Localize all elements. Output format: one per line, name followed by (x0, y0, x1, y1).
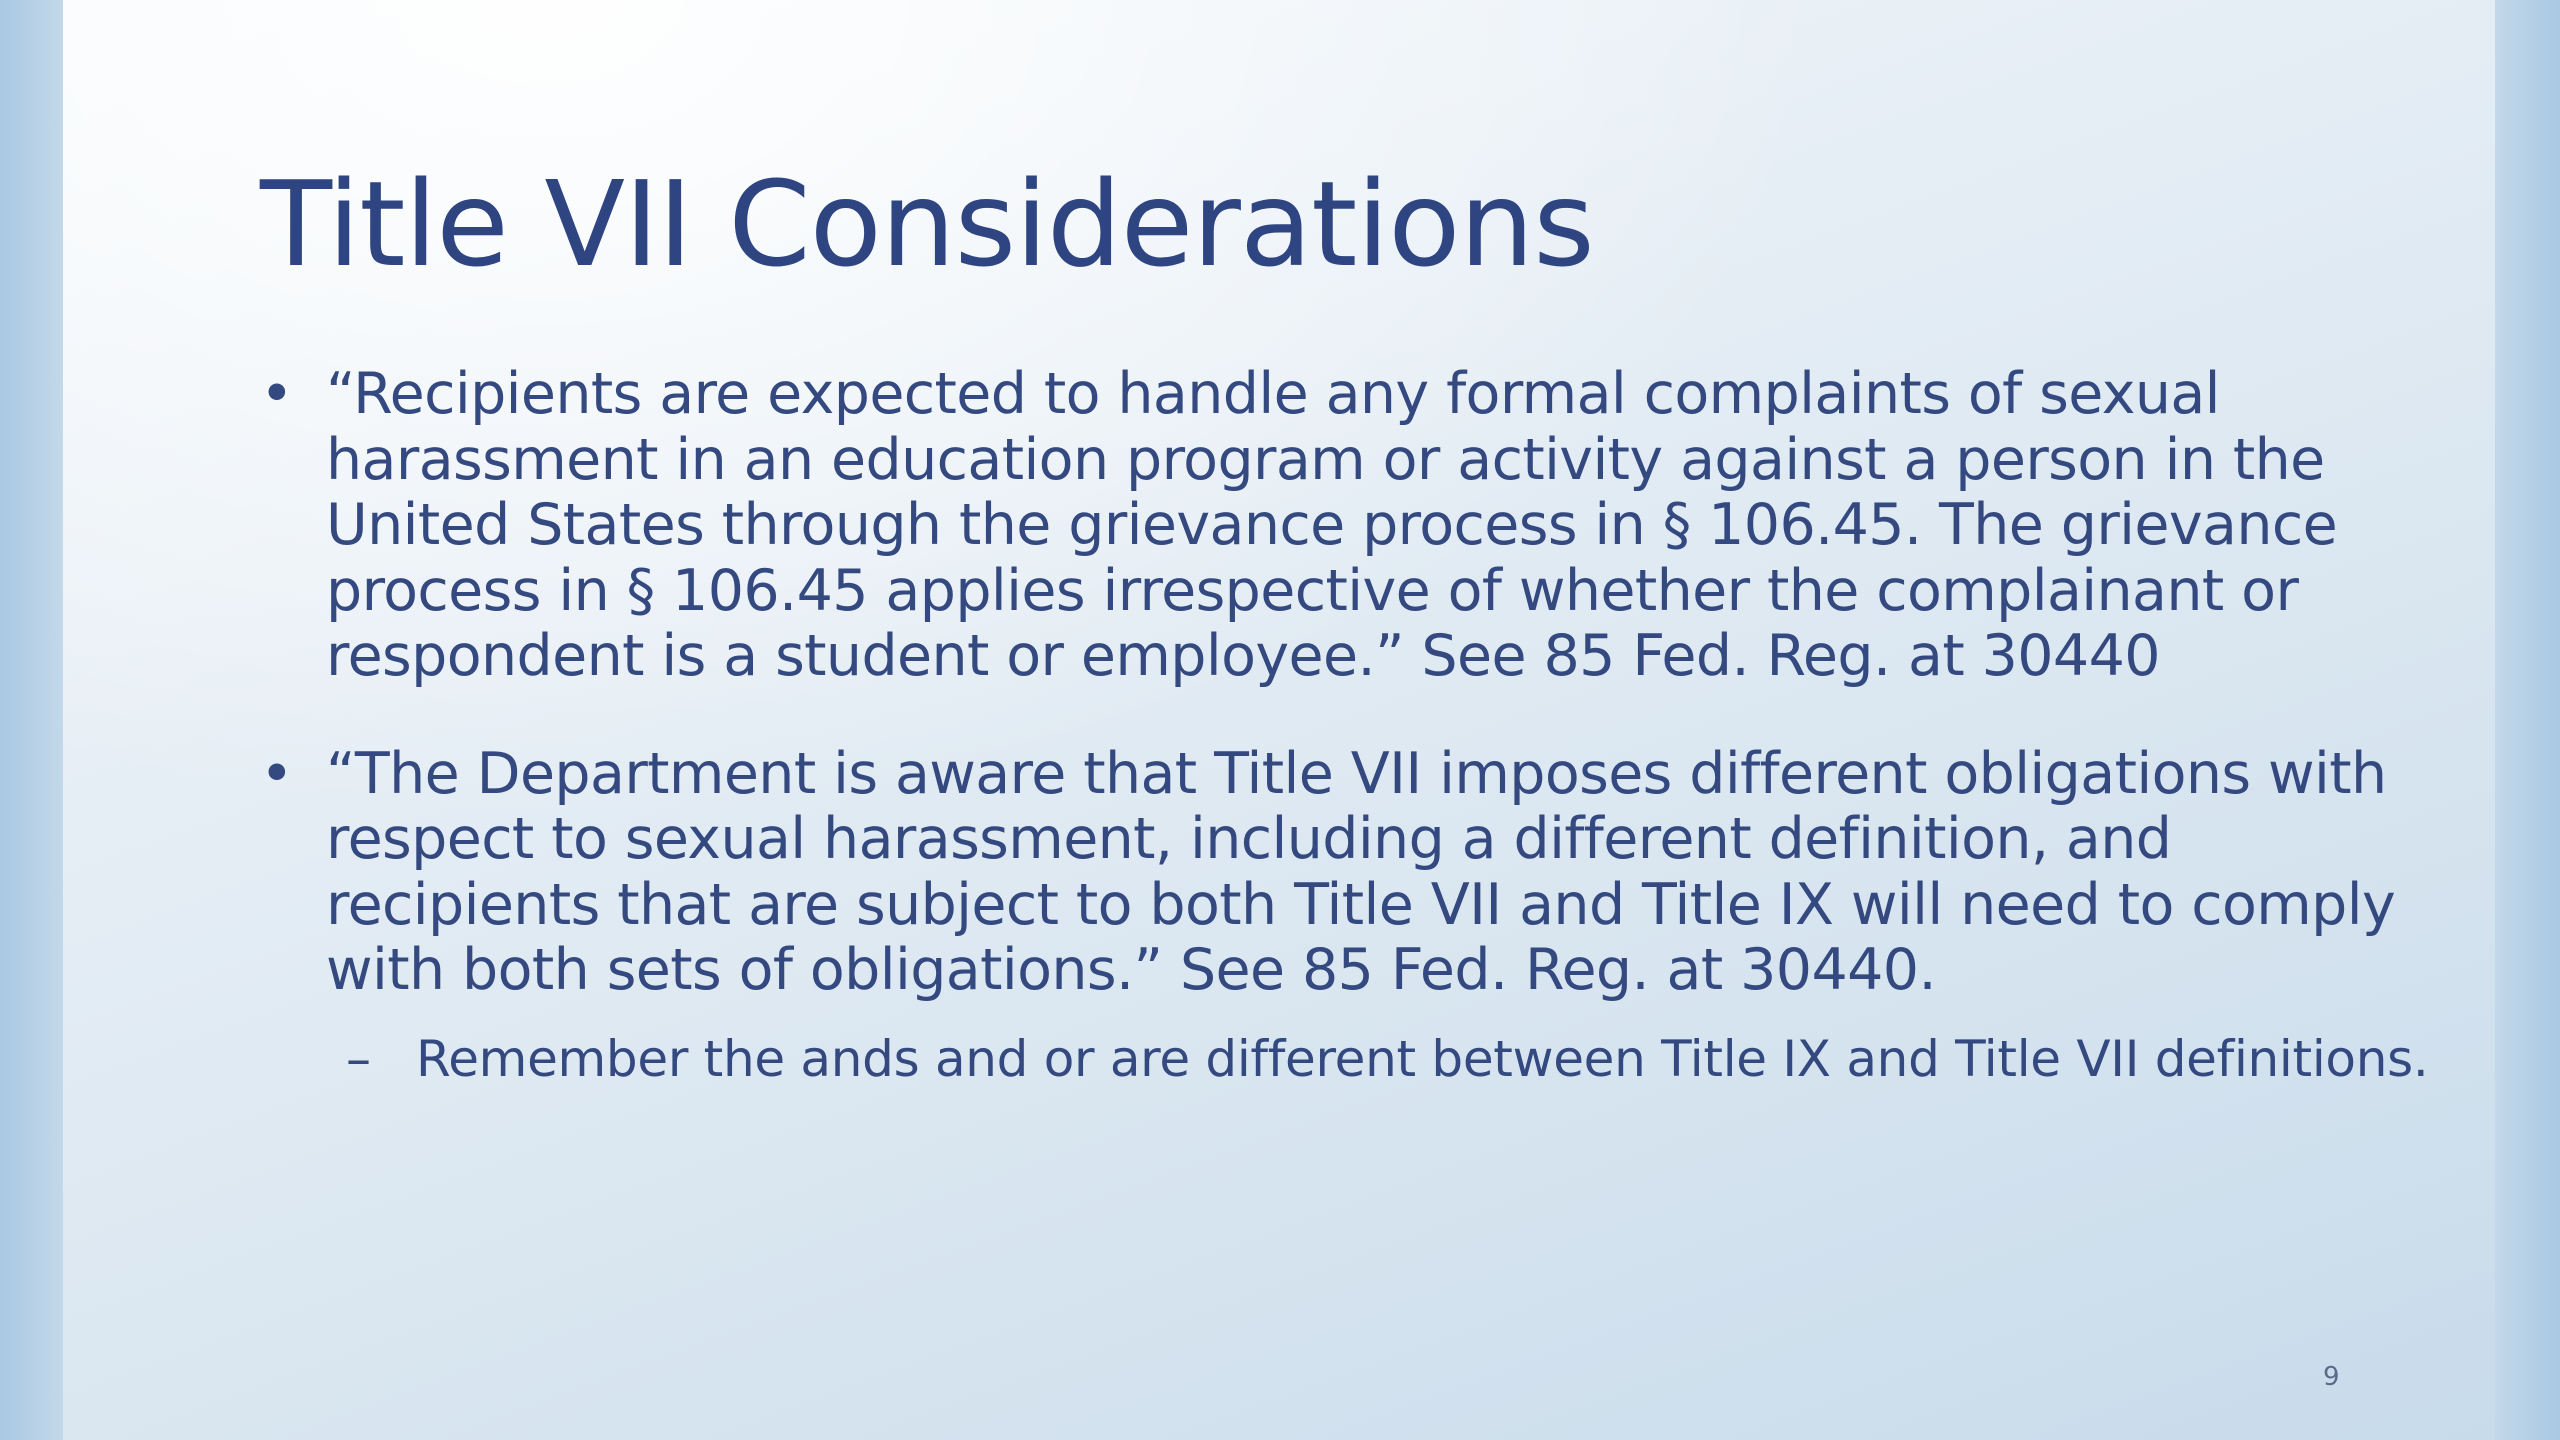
bullet-icon: • (260, 740, 294, 807)
slide-content (260, 362, 2430, 1086)
page-number: 9 (2323, 1362, 2340, 1392)
bullet-text: “Recipients are expected to handle any formal complaints of sexual harassment in an education program or activity against a person in the United States through the grievance process in § 106.45. The grievance process in § 106.45 applies irrespective of whether the complainant or respondent is a student or employee.” See 85 Fed. Reg. at 30440 (326, 361, 2338, 689)
slide (63, 0, 2495, 1440)
bullet-item (260, 362, 2430, 690)
bullet-text: “The Department is aware that Title VII imposes different obligations with respect to sexual harassment, including a different definition, and recipients that are subject to both Title VII and Title IX will need to comply with both sets of obligations.” See 85 Fed. Reg. at 30440. (326, 740, 2396, 1003)
slide-title: Title VII Considerations (260, 155, 1594, 293)
bullet-icon: • (260, 361, 294, 427)
bullet-item (260, 742, 2430, 1004)
sub-bullet-item (326, 1029, 2430, 1088)
sub-bullet-text: Remember the ands and or are different between Title IX and Title VII definitions. (416, 1029, 2429, 1088)
dash-icon: – (346, 1029, 371, 1088)
